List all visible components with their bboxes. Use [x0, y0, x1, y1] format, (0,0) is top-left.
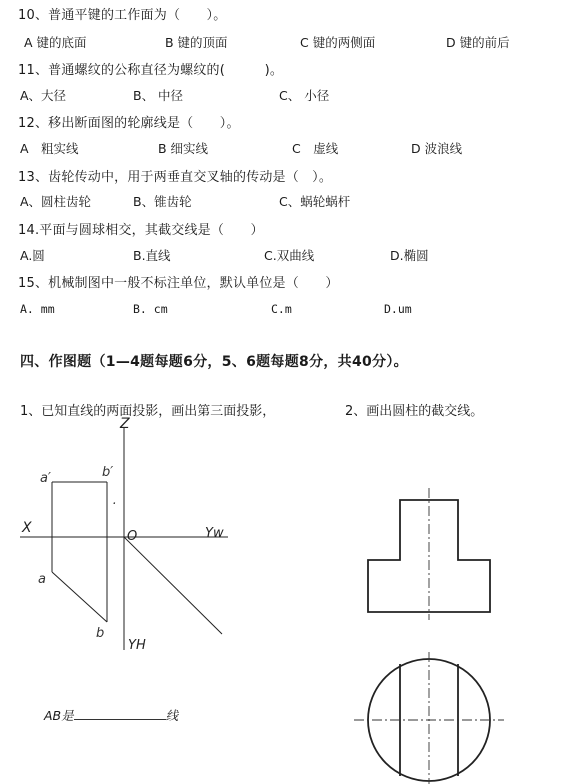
question-11-option-b: B、 中径 — [133, 88, 184, 103]
question-15-option-c: C.m — [271, 302, 292, 316]
question-15-option-b: B. cm — [133, 302, 168, 316]
t-shape-outline — [368, 500, 490, 612]
question-14-option-a: A.圆 — [20, 248, 45, 263]
miter-line — [124, 537, 222, 634]
question-11-stem: 11、普通螺纹的公称直径为螺纹的( )。 — [18, 63, 284, 78]
question-12-option-d: D 波浪线 — [411, 141, 463, 156]
question-13-option-a: A、圆柱齿轮 — [20, 194, 92, 209]
question-14-option-d: D.椭圆 — [390, 248, 429, 263]
yw-axis-label: Yw — [205, 526, 224, 541]
question-14-option-c: C.双曲线 — [264, 248, 315, 263]
b-prime-label: b′ — [102, 465, 114, 480]
top-projection-line — [52, 572, 107, 622]
a-prime-label: a′ — [40, 471, 51, 486]
question-12-option-a: A 粗实线 — [20, 141, 79, 156]
dot-mark: · — [112, 497, 117, 512]
ab-answer-prefix: AB是 — [44, 708, 74, 723]
drawing-question-2: 2、画出圆柱的截交线。 — [345, 404, 484, 419]
ab-answer-line — [44, 706, 178, 724]
ab-answer-suffix: 线 — [165, 708, 179, 723]
question-13-stem: 13、齿轮传动中，用于两垂直交叉轴的传动是（ ）。 — [18, 170, 333, 185]
origin-label: O — [127, 529, 138, 544]
question-12-stem: 12、移出断面图的轮廓线是（ ）。 — [18, 116, 240, 131]
question-11-option-c: C、 小径 — [279, 88, 330, 103]
question-15-stem: 15、机械制图中一般不标注单位，默认单位是（ ） — [18, 276, 339, 291]
question-14-option-b: B.直线 — [133, 248, 171, 263]
question-11-option-a: A、大径 — [20, 88, 67, 103]
question-13-option-b: B、锥齿轮 — [133, 194, 192, 209]
b-label: b — [96, 626, 105, 641]
question-14-stem: 14.平面与圆球相交，其截交线是（ ） — [18, 223, 264, 238]
question-10-option-c: C 键的两侧面 — [300, 35, 376, 50]
question-15-option-d: D.um — [384, 302, 412, 316]
question-13-option-c: C、蜗轮蜗杆 — [279, 194, 351, 209]
question-10-option-a: A 键的底面 — [24, 35, 87, 50]
question-12-option-c: C 虚线 — [292, 141, 339, 156]
a-label: a — [38, 572, 46, 587]
question-10-option-d: D 键的前后 — [446, 35, 510, 50]
z-axis-label: Z — [120, 416, 130, 432]
drawing-question-1: 1、已知直线的两面投影，画出第三面投影， — [20, 404, 276, 419]
cylinder-top-circle — [368, 659, 490, 781]
question-10-stem: 10、普通平键的工作面为（ ）。 — [18, 8, 227, 23]
question-15-option-a: A. mm — [20, 302, 55, 316]
section-4-heading: 四、作图题（1—4题每题6分，5、6题每题8分，共40分）。 — [20, 354, 408, 370]
question-10-option-b: B 键的顶面 — [165, 35, 228, 50]
question-12-option-b: B 细实线 — [158, 141, 209, 156]
ab-answer-blank[interactable] — [74, 707, 166, 720]
yh-axis-label: YH — [128, 638, 146, 653]
x-axis-label: X — [22, 520, 32, 536]
